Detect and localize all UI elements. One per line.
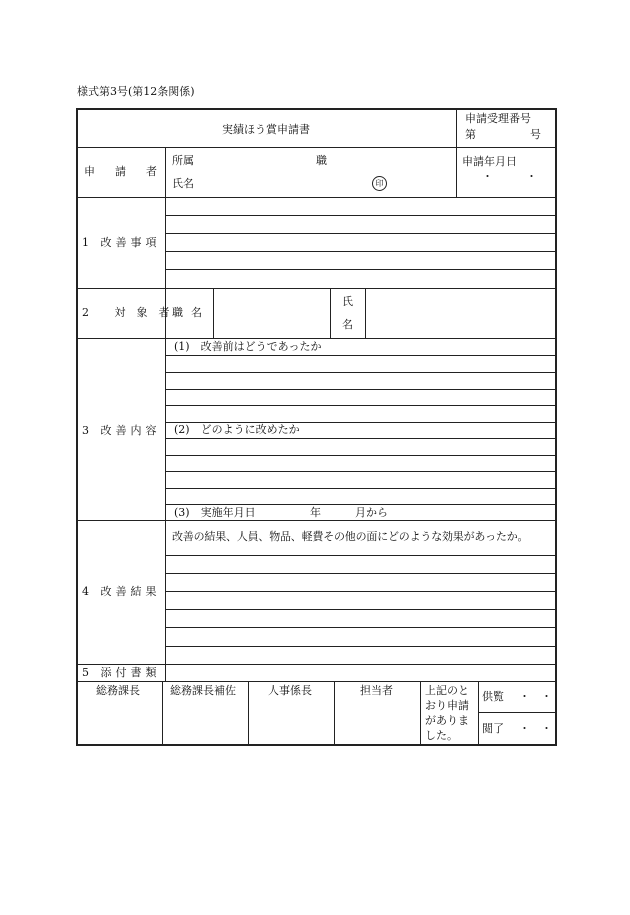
form-title: 実績ほう賞申請書 bbox=[222, 123, 310, 136]
target-name-label-bottom: 名 bbox=[342, 318, 353, 331]
approval-col-general-manager: 総務課長 bbox=[96, 684, 140, 697]
post-label: 職 bbox=[316, 154, 327, 167]
affiliation-label: 所属 bbox=[172, 154, 194, 167]
content-q3-month: 月から bbox=[355, 506, 388, 519]
approval-note-line3: がありま bbox=[425, 714, 469, 727]
kyoran-dots: ・ ・ bbox=[519, 690, 552, 703]
etsuryo-dots: ・ ・ bbox=[519, 722, 552, 735]
approval-note-line2: おり申請 bbox=[425, 699, 469, 712]
form-id: 様式第3号(第12条関係) bbox=[77, 85, 195, 98]
application-date-label: 申請年月日 bbox=[462, 155, 517, 168]
content-q3-year: 年 bbox=[310, 506, 321, 519]
receipt-go: 号 bbox=[530, 128, 541, 141]
applicant-label: 申請者 bbox=[84, 165, 177, 178]
section5-label: 5 添付書類 bbox=[82, 666, 161, 679]
etsuryo-label: 閲了 bbox=[482, 722, 504, 735]
content-q1: (1) 改善前はどうであったか bbox=[174, 340, 322, 353]
section4-label: 4 改善結果 bbox=[82, 585, 161, 598]
approval-note-line4: した。 bbox=[425, 729, 458, 742]
result-question: 改善の結果、人員、物品、軽費その他の面にどのような効果があったか。 bbox=[172, 530, 529, 543]
target-name-label-top: 氏 bbox=[342, 295, 353, 308]
section2-label: 2 対象者 bbox=[82, 306, 181, 319]
receipt-dai: 第 bbox=[465, 128, 476, 141]
section1-label: 1 改善事項 bbox=[82, 236, 161, 249]
content-q3-label: (3) 実施年月日 bbox=[174, 506, 256, 519]
target-post-label: 職名 bbox=[172, 306, 210, 319]
name-label: 氏名 bbox=[172, 177, 194, 190]
approval-note-line1: 上記のと bbox=[425, 684, 469, 697]
seal-mark: 印 bbox=[372, 176, 387, 191]
approval-col-personnel-chief: 人事係長 bbox=[268, 684, 312, 697]
section3-label: 3 改善内容 bbox=[82, 424, 161, 437]
application-date-dots: ・ ・ bbox=[482, 170, 537, 183]
approval-col-assistant-manager: 総務課長補佐 bbox=[170, 684, 236, 697]
receipt-number-label: 申請受理番号 bbox=[465, 112, 531, 125]
kyoran-label: 供覧 bbox=[482, 690, 504, 703]
approval-col-staff: 担当者 bbox=[360, 684, 393, 697]
content-q2: (2) どのように改めたか bbox=[174, 423, 300, 436]
